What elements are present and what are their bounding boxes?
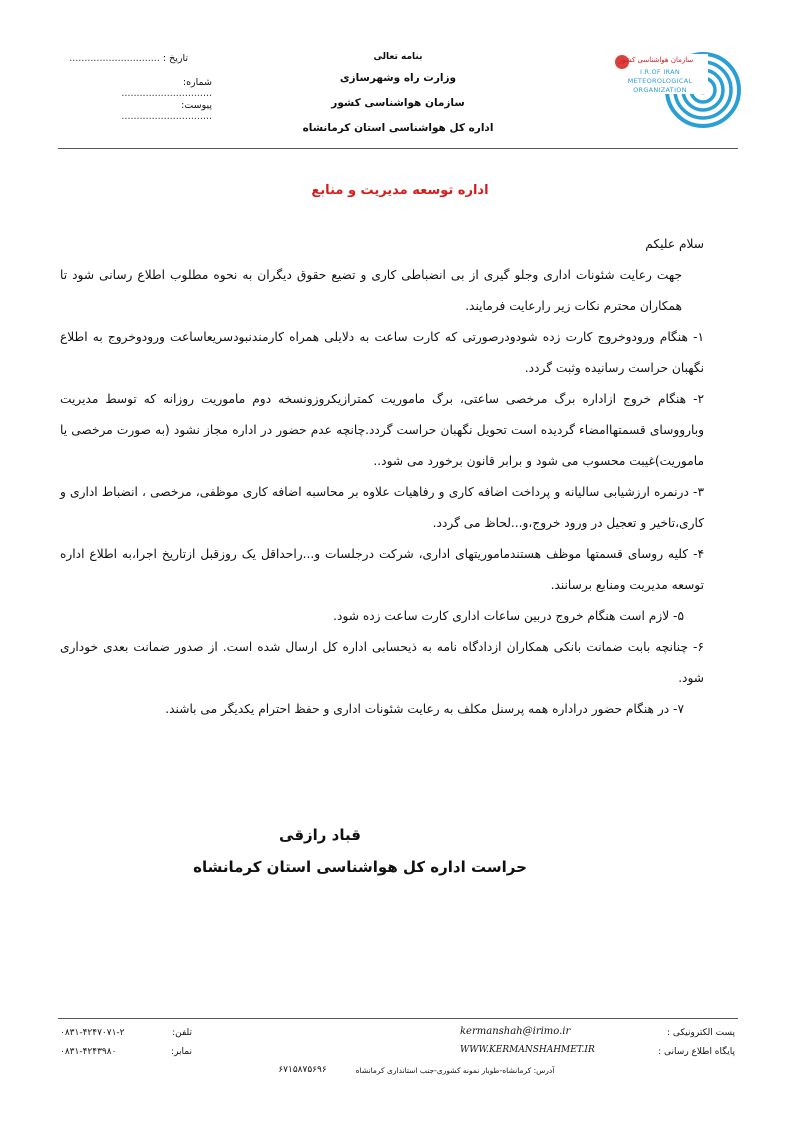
logo-name-fa: سازمان هواشناسی کشور — [618, 56, 694, 64]
email-link[interactable]: kermanshah@irimo.ir — [460, 1026, 571, 1037]
fax-label: نمابر: — [171, 1047, 192, 1057]
item-number: ۵- — [673, 609, 684, 623]
attachment-dots: .............................. — [121, 111, 212, 122]
list-item — [60, 539, 704, 601]
website-label: پایگاه اطلاع رسانی : — [658, 1047, 735, 1057]
item-text: در هنگام حضور دراداره همه پرسنل مکلف به رعایت شئونات اداری و حفظ احترام یکدیگر می باشند. — [165, 702, 670, 716]
organization-name: سازمان هواشناسی کشور — [331, 97, 465, 109]
logo-name-en-2: METEOROLOGICAL — [627, 77, 693, 85]
website-link[interactable]: WWW.KERMANSHAHMET.IR — [460, 1045, 595, 1055]
date-label: تاریخ : — [162, 53, 188, 64]
list-item — [60, 601, 704, 632]
items-list — [60, 322, 704, 725]
greeting: سلام علیکم — [645, 237, 704, 251]
signatory-title: حراست اداره کل هواشناسی استان کرمانشاه — [193, 858, 527, 876]
address-text: آدرس: کرمانشاه-طوبار نمونه کشوری-جنب استانداری کرمانشاه — [355, 1066, 555, 1075]
signatory-name: قباد رازقی — [279, 826, 361, 844]
phone-label: تلفن: — [172, 1028, 192, 1038]
email-label: پست الکترونیکی : — [666, 1028, 735, 1038]
item-number: ۱- — [693, 330, 705, 344]
logo-name-en-1: I.R.OF IRAN — [639, 68, 681, 76]
item-text: چنانچه بابت ضمانت بانکی همکاران ازدادگاه نامه به ذیحسابی اداره کل ارسال شده است. از صدور ضمانت بعدی خوداری شود. — [60, 640, 704, 685]
list-item — [60, 632, 704, 694]
item-text: هنگام خروج ازاداره برگ مرخصی ساعتی، برگ ماموریت کمترازیکروزونسخه دوم ماموریت روزانه که توسط مدیریت وبارووسای قسمتهاامضاء گردیده است تحویل نگهبان حراست گردد.چانچه عدم حضور در اداره مجاز نشود (به صورت مرخصی یا ماموریت)غیبت محسوب می شود و برابر قانون برخورد می شود.. — [60, 392, 704, 468]
fax-number: ۰۸۳۱-۴۲۴۳۹۸۰ — [60, 1047, 117, 1057]
item-text: لازم است هنگام خروج دربین ساعات اداری کارت ساعت زده شود. — [333, 609, 670, 623]
attachment-field — [92, 100, 212, 122]
organization-logo — [608, 48, 748, 138]
number-field — [92, 77, 212, 99]
attachment-label: پیوست: — [181, 100, 212, 111]
date-field — [58, 53, 188, 64]
footer-divider — [58, 1018, 738, 1019]
logo-name-en-3: ORGANIZATION — [633, 86, 687, 94]
phone-number: ۰۸۳۱-۴۲۴۷۰۷۱-۲ — [60, 1028, 125, 1038]
item-text: درنمره ارزشیابی سالیانه و پرداخت اضافه کاری و رفاهیات علاوه بر محاسبه اضافه کاری موظفی، مرخصی ، انضباط اداری و کاری،تاخیر و تعجیل در ورود خروج،و...لحاظ می گردد. — [60, 485, 704, 530]
number-dots: .............................. — [121, 88, 212, 99]
list-item — [60, 477, 704, 539]
item-number: ۲- — [693, 392, 705, 406]
list-item — [60, 322, 704, 384]
ministry-name: وزارت راه وشهرسازی — [339, 72, 457, 84]
department-title: اداره توسعه مدیریت و منابع — [311, 183, 489, 198]
list-item — [60, 384, 704, 477]
office-name: اداره کل هواشناسی استان کرمانشاه — [302, 122, 494, 134]
letter-body — [60, 229, 704, 725]
item-number: ۴- — [693, 547, 705, 561]
item-text: هنگام ورودوخروج کارت زده شودودرصورتی که کارت ساعت به دلایلی همراه کارمندنبودسریعاساعت ورودوخروج به اطلاع نگهبان حراست رسانیده وثبت گردد. — [60, 330, 704, 375]
item-number: ۷- — [673, 702, 684, 716]
item-number: ۳- — [693, 485, 704, 499]
postal-code: ۶۷۱۵۸۷۵۶۹۶ — [278, 1065, 327, 1075]
item-number: ۶- — [693, 640, 704, 654]
intro-paragraph: جهت رعایت شئونات اداری وجلو گیری از بی انضباطی کاری و تضیع حقوق دیگران به نحوه مطلوب اطلاع رسانی شود تا همکاران محترم نکات زیر رارعایت فرمایند. — [60, 268, 682, 313]
date-dots: .............................. — [69, 53, 160, 64]
list-item — [60, 694, 704, 725]
header-divider — [58, 148, 738, 149]
basmala: بنامه تعالی — [373, 52, 423, 62]
item-text: کلیه روسای قسمتها موظف هستندماموریتهای اداری، شرکت درجلسات و...راحداقل یک روزقبل ازتاریخ اجرا،به اطلاع اداره توسعه مدیریت ومنابع برسانند. — [60, 547, 704, 592]
number-label: شماره: — [182, 77, 212, 88]
